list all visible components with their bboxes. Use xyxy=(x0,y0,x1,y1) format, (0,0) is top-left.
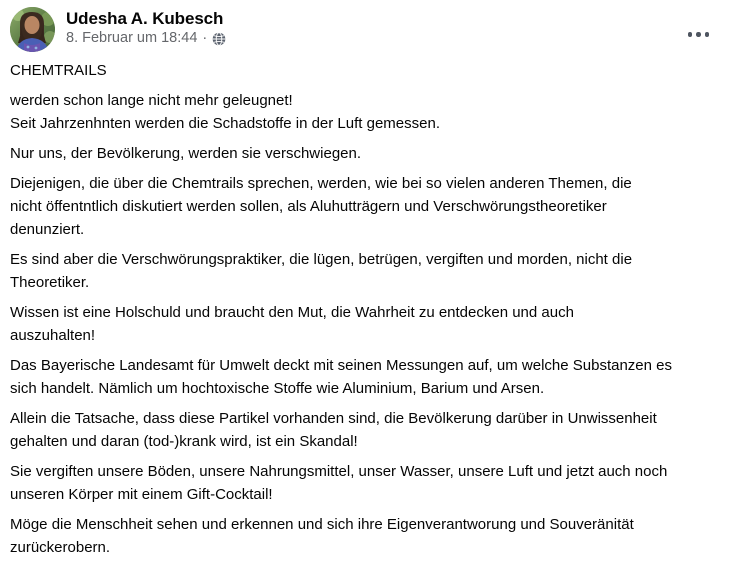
ellipsis-icon xyxy=(705,32,710,37)
post-text-line: gehalten und daran (tod-)krank wird, ist ein Skandal! xyxy=(10,433,358,450)
post-content xyxy=(0,50,729,559)
meta-separator: · xyxy=(202,30,208,46)
post-text-line: Nur uns, der Bevölkerung, werden sie verschwiegen. xyxy=(10,145,362,162)
post-header xyxy=(0,0,729,50)
paragraph xyxy=(10,301,719,347)
globe-icon xyxy=(212,32,226,46)
timestamp[interactable]: 8. Februar um 18:44 xyxy=(66,30,198,46)
ellipsis-icon xyxy=(688,32,693,37)
header-info xyxy=(66,7,226,47)
paragraph xyxy=(10,407,719,453)
post-text-line: Möge die Menschheit sehen und erkennen und sich ihre Eigenverantworung und Souveränität xyxy=(10,516,634,533)
ellipsis-icon xyxy=(696,32,701,37)
post-text-line: unseren Körper mit einem Gift-Cocktail! xyxy=(10,486,273,503)
post-text-line: CHEMTRAILS xyxy=(10,62,107,79)
post-text-line: sich handelt. Nämlich um hochtoxische Stoffe wie Aluminium, Barium und Arsen. xyxy=(10,380,545,397)
post-text-line: werden schon lange nicht mehr geleugnet! xyxy=(10,92,293,109)
profile-photo-icon xyxy=(10,7,55,52)
post-text-line: denunziert. xyxy=(10,221,85,238)
paragraph xyxy=(10,354,719,400)
post-text-line: Seit Jahrzenhnten werden die Schadstoffe in der Luft gemessen. xyxy=(10,115,440,132)
post-text-line: Diejenigen, die über die Chemtrails sprechen, werden, wie bei so vielen anderen Themen, die xyxy=(10,175,632,192)
paragraph xyxy=(10,59,719,82)
post-text-line: zurückerobern. xyxy=(10,539,111,556)
paragraph xyxy=(10,513,719,559)
paragraph xyxy=(10,172,719,241)
paragraph xyxy=(10,248,719,294)
post-text-line: auszuhalten! xyxy=(10,327,96,344)
paragraph xyxy=(10,142,719,165)
avatar[interactable] xyxy=(10,7,55,52)
post-text-line: Wissen ist eine Holschuld und braucht den Mut, die Wahrheit zu entdecken und auch xyxy=(10,304,574,321)
post-text-line: Allein die Tatsache, dass diese Partikel vorhanden sind, die Bevölkerung darüber in Unwissenheit xyxy=(10,410,657,427)
post-text-line: Sie vergiften unsere Böden, unsere Nahrungsmittel, unser Wasser, unsere Luft und jetzt auch noch xyxy=(10,463,668,480)
post-text-line: Das Bayerische Landesamt für Umwelt deckt mit seinen Messungen auf, um welche Substanzen es xyxy=(10,357,672,374)
post-text-line: Theoretiker. xyxy=(10,274,90,291)
paragraph xyxy=(10,89,719,135)
post-text-line: nicht öffentntlich diskutiert werden sollen, als Aluhutträgern und Verschwörungstheoretiker xyxy=(10,198,607,215)
post-text-line: Es sind aber die Verschwörungspraktiker, die lügen, betrügen, vergiften und morden, nicht die xyxy=(10,251,633,268)
author-name[interactable]: Udesha A. Kubesch xyxy=(66,9,224,28)
paragraph xyxy=(10,460,719,506)
post-options-button[interactable] xyxy=(686,27,712,42)
post-meta xyxy=(66,30,226,47)
